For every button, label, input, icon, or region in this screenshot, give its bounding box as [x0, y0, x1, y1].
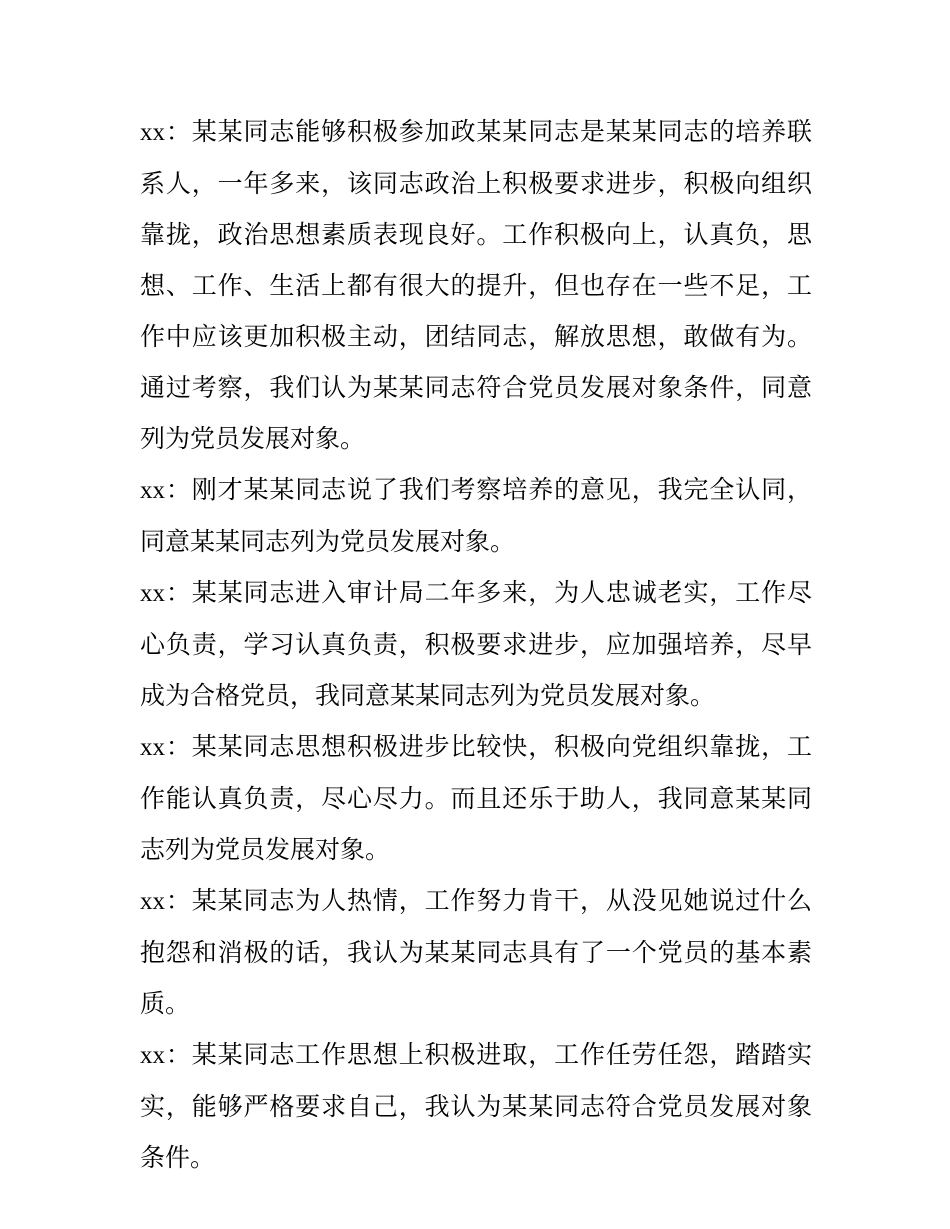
paragraph-text: 某某同志能够积极参加政某某同志是某某同志的培养联系人，一年多来，该同志政治上积极要求进步，积极向组织靠拢，政治思想素质表现良好。工作积极向上，认真负，思想、工作、生活上都有很大的提升，但也存在一些不足，工作中应该更加积极主动，团结同志，解放思想，敢做有为。通过考察，我们认为某某同志符合党员发展对象条件，同意列为党员发展对象。 — [140, 117, 812, 453]
paragraph-text: 某某同志为人热情，工作努力肯干，从没见她说过什么抱怨和消极的话，我认为某某同志具有了一个党员的基本素质。 — [140, 886, 812, 1018]
paragraph-text: 刚才某某同志说了我们考察培养的意见，我完全认同，同意某某同志列为党员发展对象。 — [140, 475, 812, 556]
paragraph-text: 某某同志进入审计局二年多来，为人忠诚老实，工作尽心负责，学习认真负责，积极要求进步，应加强培养，尽早成为合格党员，我同意某某同志列为党员发展对象。 — [140, 578, 812, 710]
speaker-label: xx： — [140, 580, 192, 607]
paragraph-1 — [140, 106, 812, 464]
document-page — [140, 106, 812, 1183]
speaker-label: xx： — [140, 119, 192, 146]
paragraph-text: 某某同志工作思想上积极进取，工作任劳任怨，踏踏实实，能够严格要求自己，我认为某某同志符合党员发展对象条件。 — [140, 1040, 812, 1172]
paragraph-2 — [140, 464, 812, 567]
paragraph-text: 某某同志思想积极进步比较快，积极向党组织靠拢，工作能认真负责，尽心尽力。而且还乐于助人，我同意某某同志列为党员发展对象。 — [140, 732, 812, 864]
speaker-label: xx： — [140, 734, 192, 761]
paragraph-6 — [140, 1029, 812, 1183]
speaker-label: xx： — [140, 888, 192, 915]
paragraph-3 — [140, 567, 812, 721]
paragraph-5 — [140, 875, 812, 1029]
speaker-label: xx： — [140, 1042, 192, 1069]
paragraph-4 — [140, 721, 812, 875]
speaker-label: xx： — [140, 477, 192, 504]
